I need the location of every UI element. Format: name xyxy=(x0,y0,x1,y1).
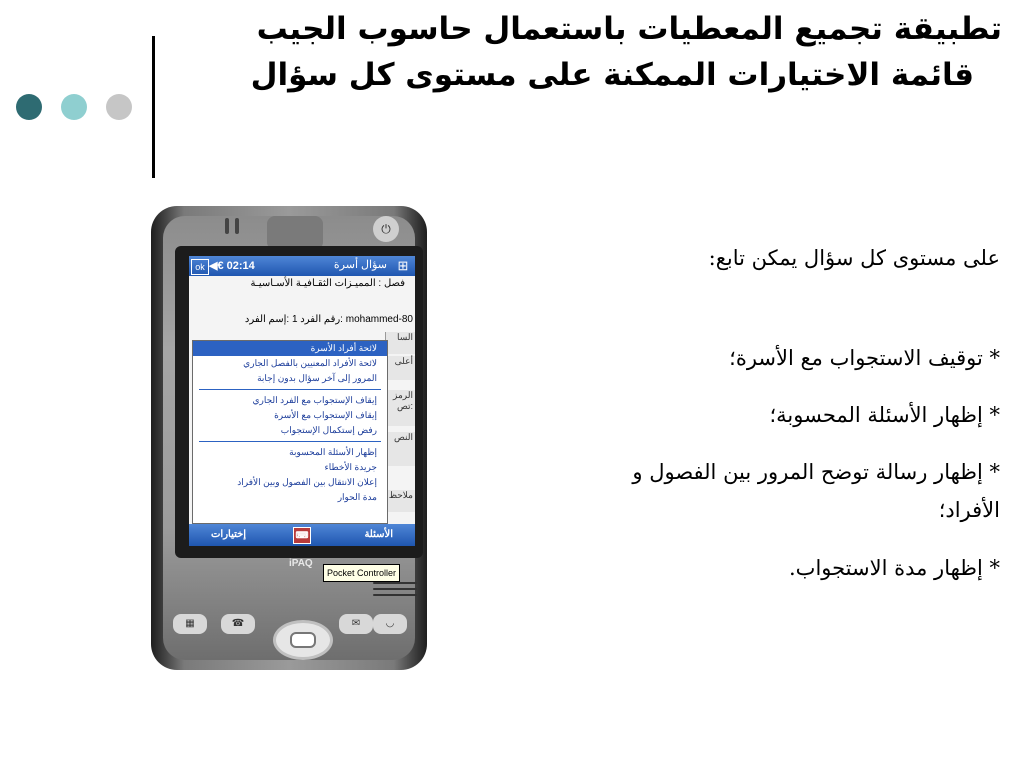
side-label: النص xyxy=(385,432,415,466)
clock-readout: ◀€ 02:14 xyxy=(209,260,255,272)
menu-item-refuse-interview[interactable]: رفض إستكمال الإستجواب xyxy=(280,425,377,435)
menu-separator xyxy=(199,389,381,390)
title-line-1: تطبيقة تجميع المعطيات باستعمال حاسوب الجيب xyxy=(256,11,1002,47)
calendar-button-icon[interactable]: ▦ xyxy=(173,614,207,634)
keyboard-icon[interactable]: ⌨ xyxy=(293,527,311,544)
side-label: الرمز :تص xyxy=(385,390,415,426)
side-label: السا xyxy=(385,332,415,354)
questions-softkey[interactable]: الأسئلة xyxy=(364,529,393,540)
screen-top-bar xyxy=(189,256,415,276)
menu-item-last-unanswered[interactable]: المرور إلى آخر سؤال بدون إجابة xyxy=(257,373,377,383)
intro-text: على مستوى كل سؤال يمكن تابع: xyxy=(708,246,1000,270)
chapter-label: فصل : المميـزات الثقـافيـة الأسـاسيـة xyxy=(250,278,405,289)
bullet-item: * إظهار مدة الاستجواب. xyxy=(789,556,1000,580)
options-softkey[interactable]: إختيارات xyxy=(211,529,247,540)
light-sensor xyxy=(267,216,323,250)
options-menu xyxy=(192,340,388,524)
menu-item-interview-duration[interactable]: مدة الحوار xyxy=(337,492,377,502)
menu-item-error-log[interactable]: جريدة الأخطاء xyxy=(324,462,377,472)
bullet-item: الأفراد؛ xyxy=(938,498,1000,522)
contacts-button-icon[interactable]: ☎ xyxy=(221,614,255,634)
menu-item-stop-person[interactable]: إيقاف الإستجواب مع الفرد الجاري xyxy=(252,395,377,405)
hardware-buttons xyxy=(173,606,405,662)
menu-item-household-list[interactable]: لائحة أفراد الأسرة xyxy=(193,341,387,356)
bullet-item: * إظهار الأسئلة المحسوبة؛ xyxy=(769,403,1000,427)
navigation-pad[interactable] xyxy=(273,620,333,660)
speaker-slot xyxy=(235,218,239,234)
menu-item-chapter-persons[interactable]: لائحة الأفراد المعنيين بالفصل الجاري xyxy=(243,358,377,368)
decor-dot xyxy=(61,94,87,120)
power-icon[interactable]: ⏻ xyxy=(373,216,399,242)
speaker-grille xyxy=(373,582,417,606)
windows-start-icon[interactable]: ⊞ xyxy=(397,258,409,273)
bullet-item: * إظهار رسالة توضح المرور بين الفصول و xyxy=(632,460,1000,484)
pocket-controller-tooltip: Pocket Controller xyxy=(323,564,400,582)
navigation-pad-center[interactable] xyxy=(290,632,316,648)
home-button-icon[interactable]: ◡ xyxy=(373,614,407,634)
decor-dot xyxy=(16,94,42,120)
title-line-2: قائمة الاختيارات الممكنة على مستوى كل سؤال xyxy=(250,57,974,93)
ok-button[interactable]: ok xyxy=(191,259,209,275)
person-label: mohammed-80 :رقم الفرد 1 :إسم الفرد xyxy=(244,314,413,325)
menu-item-computed-questions[interactable]: إظهار الأسئلة المحسوبة xyxy=(289,447,377,457)
title-divider xyxy=(152,36,155,178)
slide-title xyxy=(162,6,1002,98)
menu-item-stop-household[interactable]: إيقاف الإستجواب مع الأسرة xyxy=(274,410,377,420)
speaker-slot xyxy=(225,218,229,234)
mail-button-icon[interactable]: ✉ xyxy=(339,614,373,634)
screen-bottom-bar xyxy=(189,524,415,546)
screen-title: سؤال أسرة xyxy=(333,259,387,271)
device-screen xyxy=(189,256,415,546)
menu-item-transition-notice[interactable]: إعلان الانتقال بين الفصول وبين الأفراد xyxy=(237,477,377,487)
side-label: ملاحظ xyxy=(385,490,415,512)
menu-separator xyxy=(199,441,381,442)
bullet-item: * توقيف الاستجواب مع الأسرة؛ xyxy=(729,346,1000,370)
side-label: أعلى xyxy=(385,356,415,380)
brand-logo: iPAQ xyxy=(289,558,313,569)
decor-dot xyxy=(106,94,132,120)
